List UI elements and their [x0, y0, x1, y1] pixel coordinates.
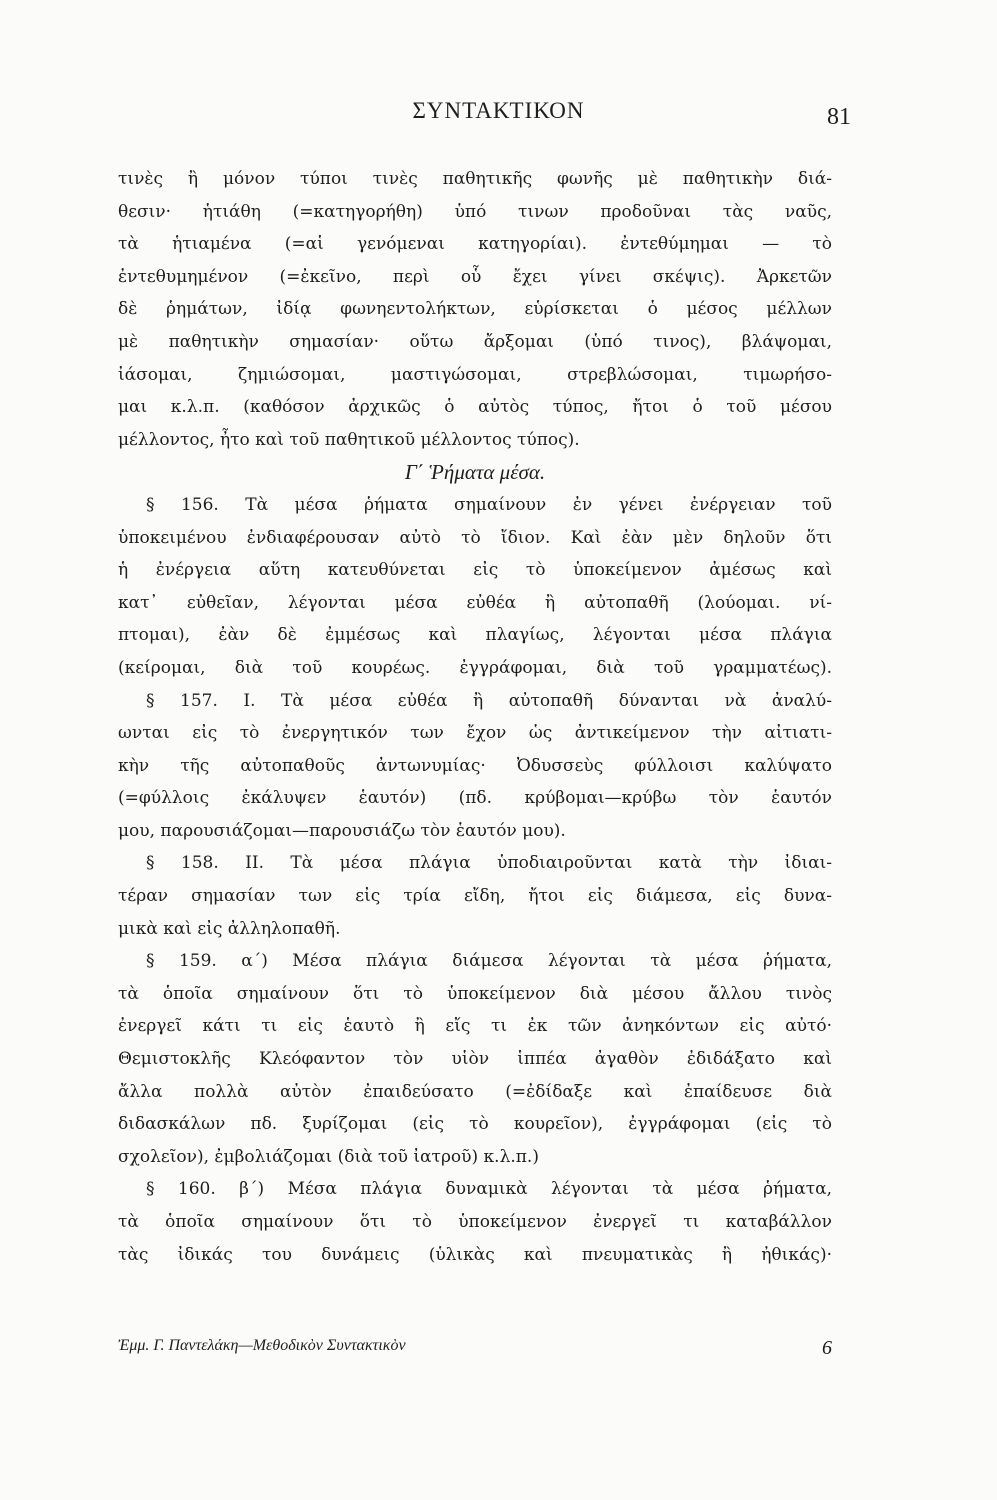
text-line: (=φύλλοις ἐκάλυψεν ἑαυτόν) (πδ. κρύβομαι—κρύβω τὸν ἑαυτόν — [118, 788, 832, 809]
text-line: διδασκάλων πδ. ξυρίζομαι (εἰς τὸ κουρεῖον), ἐγγράφομαι (εἰς τὸ — [118, 1114, 832, 1135]
text-line: μου, παρουσιάζομαι—παρουσιάζω τὸν ἑαυτόν μου). — [118, 820, 566, 841]
text-line: σχολεῖον), ἐμβολιάζομαι (διὰ τοῦ ἰατροῦ) κ.λ.π.) — [118, 1146, 539, 1167]
text-line: μὲ παθητικὴν σημασίαν· οὕτω ἄρξομαι (ὑπό τινος), βλάψομαι, — [118, 331, 832, 352]
paragraph-159-start: § 159. α΄) Μέσα πλάγια διάμεσα λέγονται τὰ μέσα ῥήματα, — [146, 951, 832, 972]
text-line: κὴν τῆς αὐτοπαθοῦς ἀντωνυμίας· Ὀδυσσεὺς φύλλοισι καλύψατο — [118, 755, 832, 776]
text-line: τέραν σημασίαν των εἰς τρία εἴδη, ἤτοι εἰς διάμεσα, εἰς δυνα- — [118, 886, 832, 907]
text-line: ἄλλα πολλὰ αὐτὸν ἐπαιδεύσατο (=ἐδίδαξε καὶ ἐπαίδευσε διὰ — [118, 1081, 832, 1102]
text-line: κατ᾽ εὐθεῖαν, λέγονται μέσα εὐθέα ἢ αὐτοπαθῆ (λούομαι. νί- — [118, 592, 832, 613]
text-line: τινὲς ἢ μόνον τύποι τινὲς παθητικῆς φωνῆς μὲ παθητικὴν διά- — [118, 169, 832, 189]
text-line: πτομαι), ἐὰν δὲ ἐμμέσως καὶ πλαγίως, λέγονται μέσα πλάγια — [118, 625, 832, 646]
page-number: 81 — [827, 104, 851, 130]
paragraph-156-start: § 156. Τὰ μέσα ῥήματα σημαίνουν ἐν γένει ἐνέργειαν τοῦ — [146, 494, 832, 515]
paragraph-160-start: § 160. β΄) Μέσα πλάγια δυναμικὰ λέγονται τὰ μέσα ῥήματα, — [146, 1179, 832, 1200]
body-text — [118, 163, 832, 1271]
text-line: (κείρομαι, διὰ τοῦ κουρέως. ἐγγράφομαι, διὰ τοῦ γραμματέως). — [118, 657, 832, 678]
text-line: τὰ ἡτιαμένα (=αἱ γενόμεναι κατηγορίαι). ἐντεθύμημαι — τὸ — [118, 234, 832, 255]
footer-imprint: Ἐμμ. Γ. Παντελάκη—Μεθοδικὸν Συντακτικὸν — [118, 1337, 406, 1354]
text-line: μέλλοντος, ἦτο καὶ τοῦ παθητικοῦ μέλλοντος τύπος). — [118, 429, 580, 450]
text-line: ἰάσομαι, ζημιώσομαι, μαστιγώσομαι, στρεβλώσομαι, τιμωρήσο- — [118, 364, 832, 385]
text-line: Θεμιστοκλῆς Κλεόφαντον τὸν υἱὸν ἱππέα ἀγαθὸν ἐδιδάξατο καὶ — [118, 1049, 832, 1070]
running-title: ΣΥΝΤΑΚΤΙΚΟΝ — [412, 98, 585, 123]
section-heading: Γ΄ Ῥήματα μέσα. — [404, 460, 546, 485]
running-head — [0, 98, 997, 138]
text-line: τὰ ὁποῖα σημαίνουν ὅτι τὸ ὑποκείμενον διὰ μέσου ἄλλου τινὸς — [118, 983, 832, 1004]
text-line: μικὰ καὶ εἰς ἀλληλοπαθῆ. — [118, 918, 341, 939]
signature-mark: 6 — [822, 1337, 832, 1359]
text-line: τὰς ἰδικάς του δυνάμεις (ὑλικὰς καὶ πνευματικὰς ἢ ἠθικάς)· — [118, 1244, 832, 1265]
text-line: ἐνεργεῖ κάτι τι εἰς ἑαυτὸ ἢ εἴς τι ἐκ τῶν ἀνηκόντων εἰς αὐτό· — [118, 1016, 832, 1037]
text-line: ωνται εἰς τὸ ἐνεργητικόν των ἔχον ὡς ἀντικείμενον τὴν αἰτιατι- — [118, 723, 832, 744]
text-line: τὰ ὁποῖα σημαίνουν ὅτι τὸ ὑποκείμενον ἐνεργεῖ τι καταβάλλον — [118, 1212, 832, 1232]
text-line: μαι κ.λ.π. (καθόσον ἀρχικῶς ὁ αὐτὸς τύπος, ἤτοι ὁ τοῦ μέσου — [118, 397, 832, 418]
text-line: ἐντεθυμημένον (=ἐκεῖνο, περὶ οὗ ἔχει γίνει σκέψις). Ἀρκετῶν — [118, 266, 832, 287]
paragraph-157-start: § 157. I. Τὰ μέσα εὐθέα ἢ αὐτοπαθῆ δύνανται νὰ ἀναλύ- — [146, 690, 832, 711]
text-line: ἡ ἐνέργεια αὕτη κατευθύνεται εἰς τὸ ὑποκείμενον ἀμέσως καὶ — [118, 560, 832, 581]
text-line: ὑποκειμένου ἐνδιαφέρουσαν αὐτὸ τὸ ἴδιον. Καὶ ἐὰν μὲν δηλοῦν ὅτι — [118, 527, 832, 548]
text-line: θεσιν· ἡτιάθη (=κατηγορήθη) ὑπό τινων προδοῦναι τὰς ναῦς, — [118, 201, 832, 222]
footer — [118, 1337, 832, 1367]
text-line: δὲ ῥημάτων, ἰδίᾳ φωνηεντολήκτων, εὑρίσκεται ὁ μέσος μέλλων — [118, 299, 832, 320]
paragraph-158-start: § 158. II. Τὰ μέσα πλάγια ὑποδιαιροῦνται κατὰ τὴν ἰδιαι- — [146, 853, 832, 874]
